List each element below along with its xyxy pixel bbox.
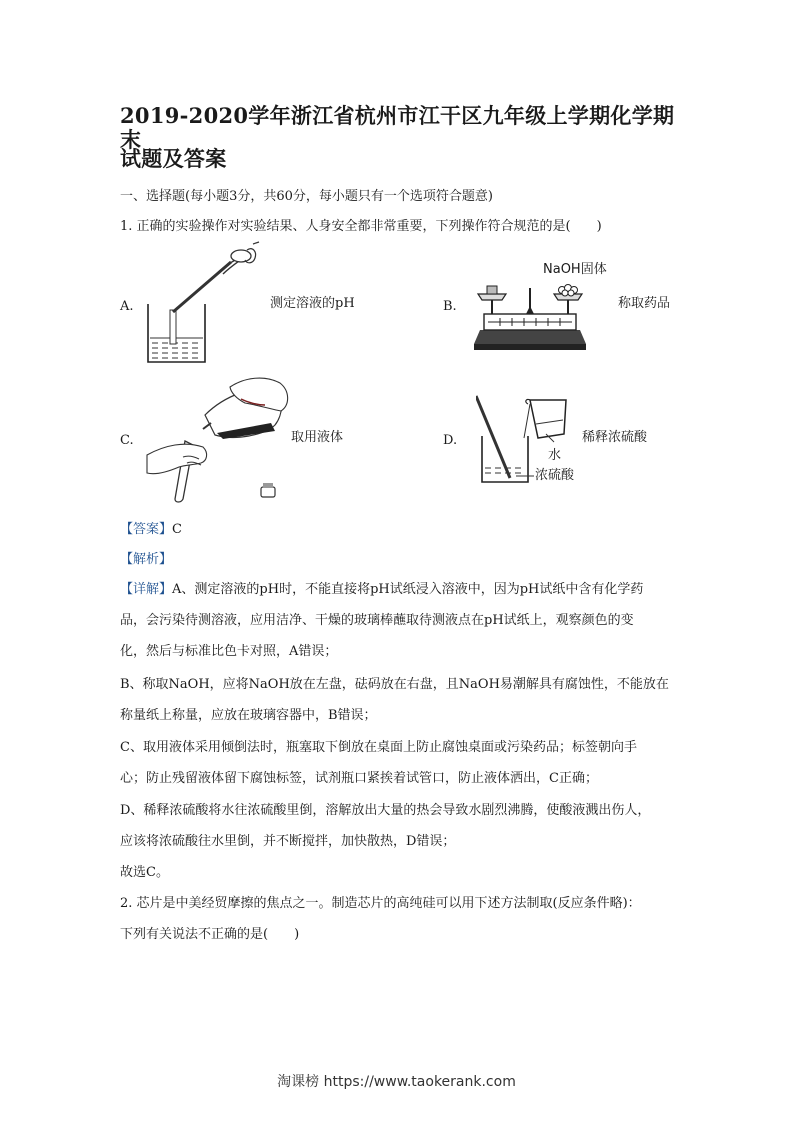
analysis-tag: 【解析】 bbox=[120, 552, 173, 567]
option-c-letter: C. bbox=[120, 433, 134, 448]
answer-value: C bbox=[172, 522, 182, 537]
conc-sulfuric-acid-label: 浓硫酸 bbox=[535, 468, 575, 483]
question-2-stem-line-2: 下列有关说法不正确的是( ) bbox=[120, 927, 300, 942]
detail-line-6: C、取用液体采用倾倒法时，瓶塞取下倒放在桌面上防止腐蚀桌面或污染药品；标签朝向手 bbox=[120, 740, 637, 755]
option-a-caption: 测定溶液的pH bbox=[270, 296, 355, 311]
option-b-caption: 称取药品 bbox=[618, 296, 671, 311]
water-label: 水 bbox=[548, 448, 562, 463]
option-d-caption: 稀释浓硫酸 bbox=[582, 430, 648, 445]
detail-line-7: 心；防止残留液体留下腐蚀标签，试剂瓶口紧挨着试管口，防止液体洒出，C正确； bbox=[120, 771, 598, 786]
balance-scale-figure bbox=[470, 270, 590, 352]
option-b-letter: B. bbox=[443, 299, 457, 314]
document-title-line-1: 2019-2020学年浙江省杭州市江干区九年级上学期化学期末 bbox=[120, 103, 675, 152]
footer-watermark: 淘课榜 https://www.taokerank.com bbox=[277, 1074, 516, 1090]
detail-line-1 bbox=[120, 582, 643, 598]
option-a-letter: A. bbox=[120, 299, 134, 314]
detail-line-2: 品，会污染待测溶液，应用洁净、干燥的玻璃棒蘸取待测液点在pH试纸上，观察颜色的变 bbox=[120, 613, 634, 628]
detail-text: A、测定溶液的pH时，不能直接将pH试纸浸入溶液中，因为pH试纸中含有化学药 bbox=[172, 582, 644, 597]
question-2-stem-line-1: 2. 芯片是中美经贸摩擦的焦点之一。制造芯片的高纯硅可以用下述方法制取(反应条件略)： bbox=[120, 896, 641, 911]
option-d-letter: D. bbox=[443, 433, 458, 448]
detail-line-10: 故选C。 bbox=[120, 865, 169, 880]
section-heading: 一、选择题(每小题3分，共60分，每小题只有一个选项符合题意) bbox=[120, 189, 493, 204]
pouring-liquid-figure bbox=[145, 375, 295, 505]
document-title-line-2: 试题及答案 bbox=[120, 146, 227, 171]
detail-line-8: D、稀释浓硫酸将水往浓硫酸里倒，溶解放出大量的热会导致水剧烈沸腾，使酸液溅出伤人， bbox=[120, 803, 651, 818]
detail-line-3: 化，然后与标准比色卡对照，A错误； bbox=[120, 644, 338, 659]
answer-tag: 【答案】 bbox=[120, 522, 173, 537]
question-1-stem: 1. 正确的实验操作对实验结果、人身安全都非常重要，下列操作符合规范的是( ) bbox=[120, 219, 602, 234]
detail-tag: 【详解】 bbox=[120, 582, 173, 597]
naoh-solid-label: NaOH固体 bbox=[543, 262, 607, 277]
detail-line-5: 称量纸上称量，应放在玻璃容器中，B错误； bbox=[120, 708, 377, 723]
detail-line-4: B、称取NaOH，应将NaOH放在左盘，砝码放在右盘，且NaOH易潮解具有腐蚀性，不能放在 bbox=[120, 677, 669, 692]
option-c-caption: 取用液体 bbox=[291, 430, 344, 445]
ph-test-figure bbox=[143, 240, 273, 370]
detail-line-9: 应该将浓硫酸往水里倒，并不断搅拌，加快散热，D错误； bbox=[120, 834, 456, 849]
answer-line bbox=[120, 522, 182, 538]
